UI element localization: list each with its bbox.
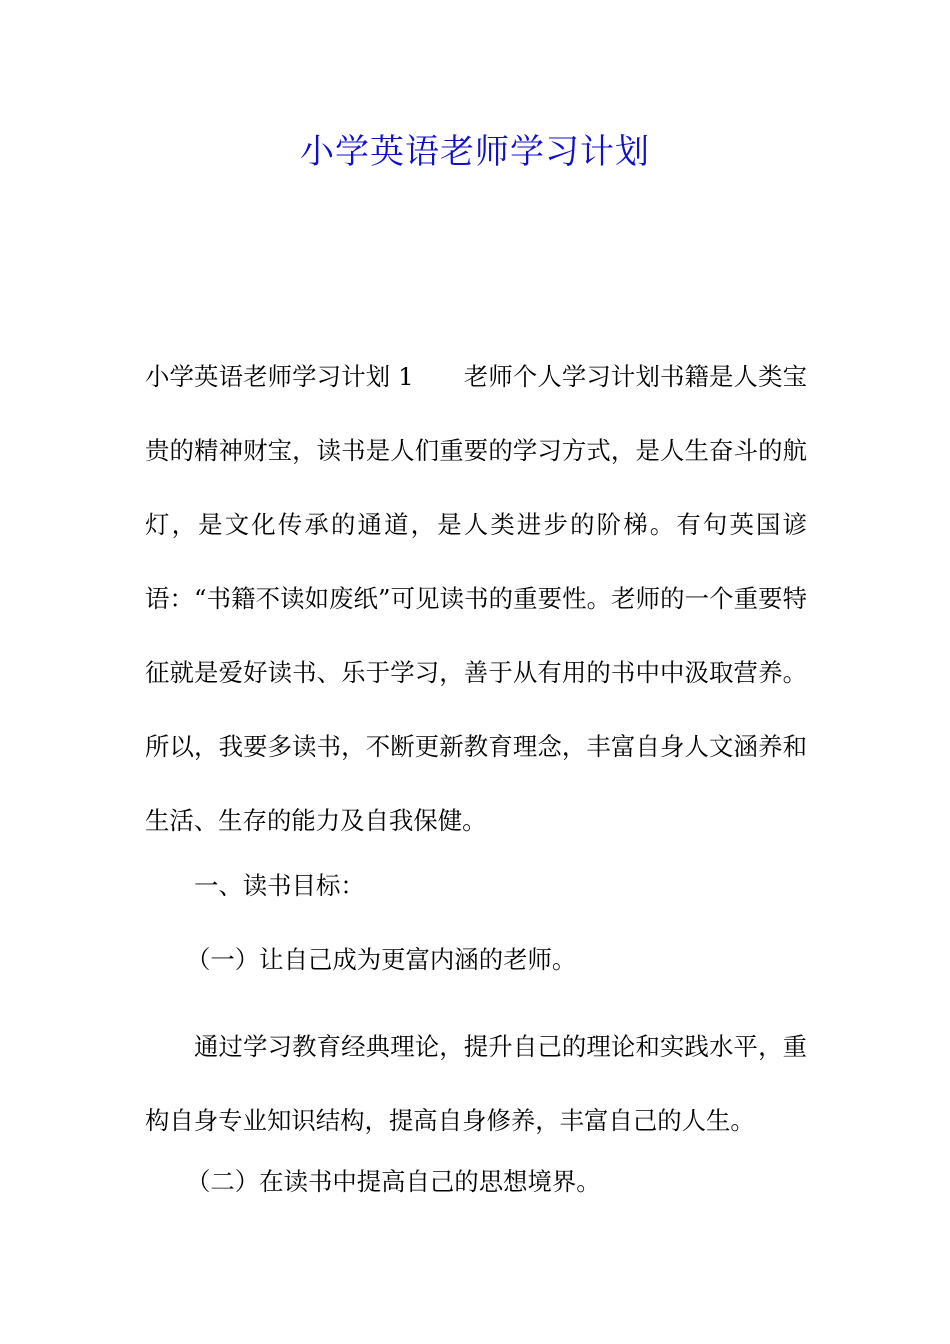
subsection-heading-1: （一）让自己成为更富内涵的老师。 (186, 945, 577, 974)
paragraph-study-theory: 通过学习教育经典理论，提升自己的理论和实践水平，重构自身专业知识结构，提高自身修养，丰富自己的人生。 (145, 1032, 807, 1135)
paragraph-body: 老师个人学习计划书籍是人类宝贵的精神财宝，读书是人们重要的学习方式，是人生奋斗的航灯，是文化传承的通道，是人类进步的阶梯。有句英国谚语：“书籍不读如废纸”可见读书的重要性。老师的一个重要特征就是爱好读书、乐于学习，善于从有用的书中中汲取营养。所以，我要多读书，不断更新教育理念，丰富自身人文涵养和生活、生存的能力及自我保健。 (145, 362, 807, 835)
section-heading-reading-goals: 一、读书目标： (194, 871, 365, 900)
subsection-heading-2: （二）在读书中提高自己的思想境界。 (186, 1167, 601, 1196)
paragraph-lead: 小学英语老师学习计划 1 (145, 362, 414, 391)
paragraph-intro (145, 340, 807, 858)
document-title: 小学英语老师学习计划 (300, 132, 650, 172)
